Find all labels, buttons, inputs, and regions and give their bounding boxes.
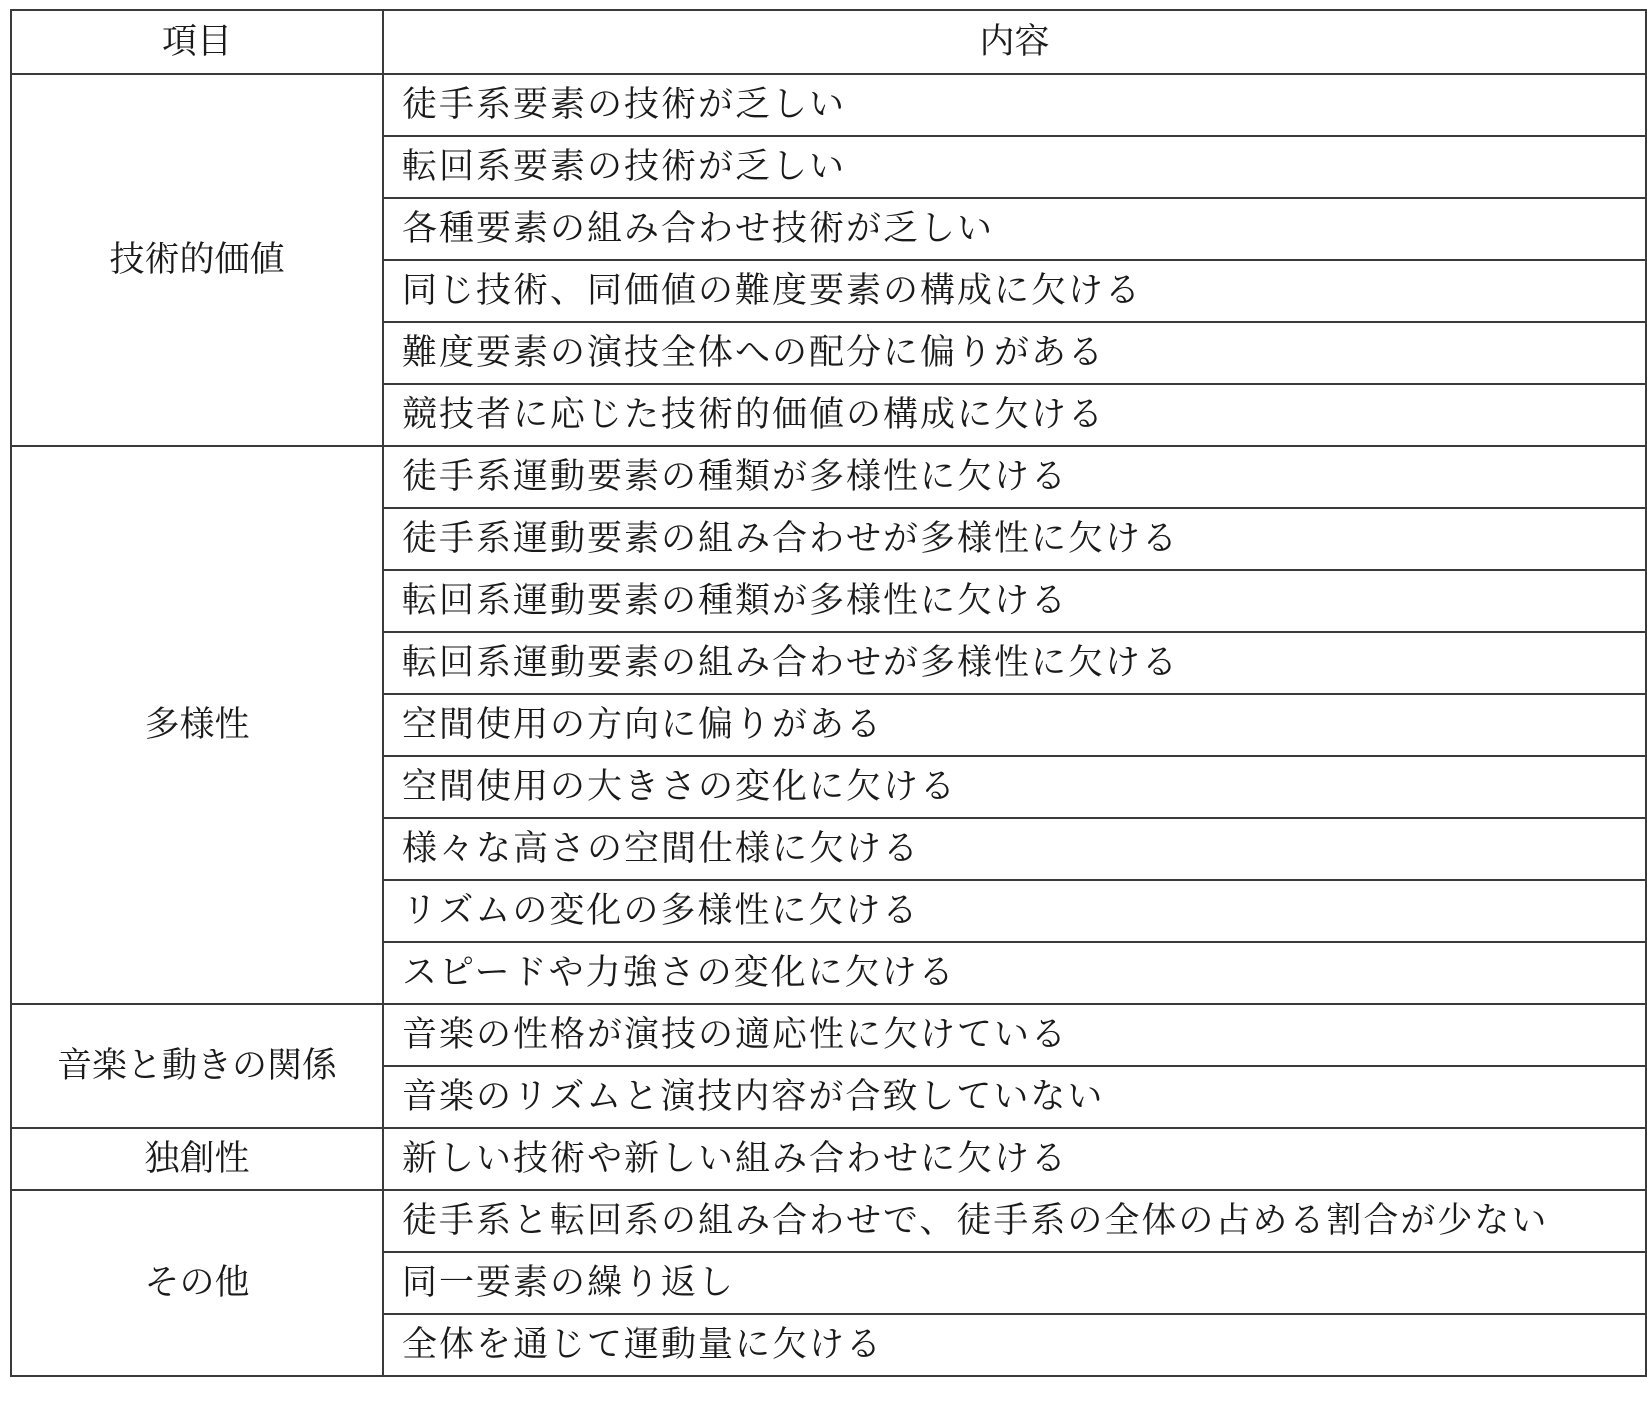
header-category: 項目: [11, 10, 383, 74]
content-cell: 徒手系運動要素の組み合わせが多様性に欠ける: [383, 508, 1646, 570]
category-cell: その他: [11, 1190, 383, 1376]
content-cell: 同じ技術、同価値の難度要素の構成に欠ける: [383, 260, 1646, 322]
content-cell: 転回系要素の技術が乏しい: [383, 136, 1646, 198]
content-cell: 転回系運動要素の組み合わせが多様性に欠ける: [383, 632, 1646, 694]
content-cell: 徒手系運動要素の種類が多様性に欠ける: [383, 446, 1646, 508]
content-cell: リズムの変化の多様性に欠ける: [383, 880, 1646, 942]
content-cell: 空間使用の方向に偏りがある: [383, 694, 1646, 756]
content-cell: スピードや力強さの変化に欠ける: [383, 942, 1646, 1004]
content-cell: 音楽のリズムと演技内容が合致していない: [383, 1066, 1646, 1128]
content-cell: 新しい技術や新しい組み合わせに欠ける: [383, 1128, 1646, 1190]
table-row: [11, 74, 1646, 136]
content-cell: 徒手系要素の技術が乏しい: [383, 74, 1646, 136]
category-cell: 多様性: [11, 446, 383, 1004]
table-row: [11, 1004, 1646, 1066]
content-cell: 同一要素の繰り返し: [383, 1252, 1646, 1314]
table-row: [11, 1190, 1646, 1252]
content-cell: 転回系運動要素の種類が多様性に欠ける: [383, 570, 1646, 632]
category-cell: 音楽と動きの関係: [11, 1004, 383, 1128]
content-cell: 空間使用の大きさの変化に欠ける: [383, 756, 1646, 818]
content-cell: 音楽の性格が演技の適応性に欠けている: [383, 1004, 1646, 1066]
content-cell: 難度要素の演技全体への配分に偏りがある: [383, 322, 1646, 384]
header-row: [11, 10, 1646, 74]
category-cell: 独創性: [11, 1128, 383, 1190]
content-cell: 様々な高さの空間仕様に欠ける: [383, 818, 1646, 880]
table-body: [11, 74, 1646, 1376]
content-cell: 競技者に応じた技術的価値の構成に欠ける: [383, 384, 1646, 446]
table-row: [11, 446, 1646, 508]
content-cell: 各種要素の組み合わせ技術が乏しい: [383, 198, 1646, 260]
category-cell: 技術的価値: [11, 74, 383, 446]
evaluation-table: [10, 9, 1647, 1377]
content-cell: 徒手系と転回系の組み合わせで、徒手系の全体の占める割合が少ない: [383, 1190, 1646, 1252]
content-cell: 全体を通じて運動量に欠ける: [383, 1314, 1646, 1376]
table-row: [11, 1128, 1646, 1190]
header-content: 内容: [383, 10, 1646, 74]
